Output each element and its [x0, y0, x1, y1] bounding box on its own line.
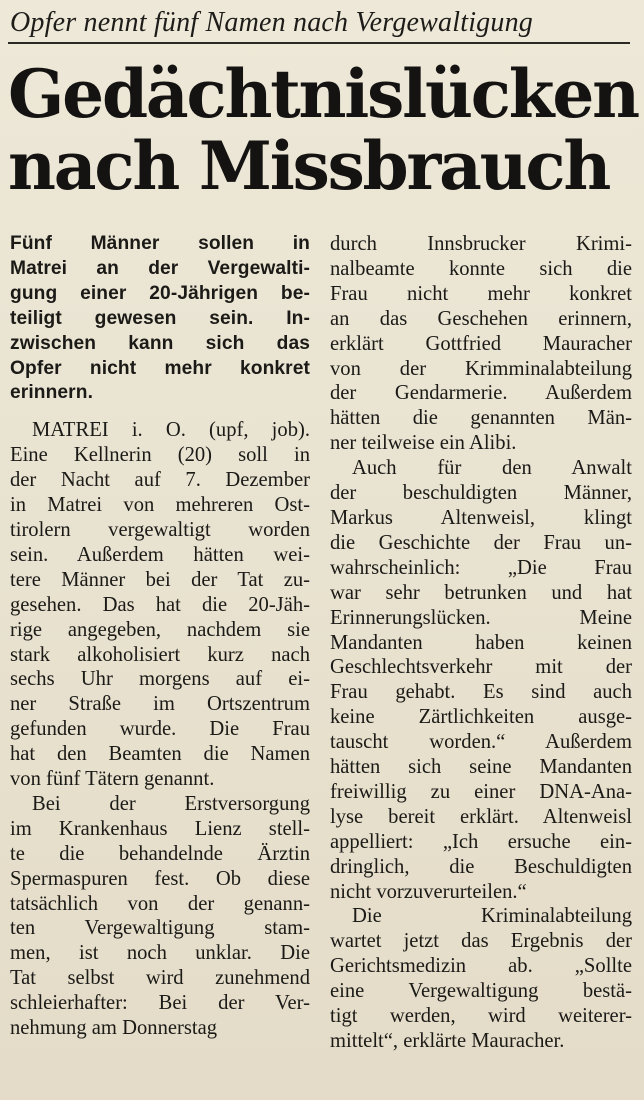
article-headline: [8, 55, 638, 205]
text-line: die Geschichte der Frau un-: [330, 531, 632, 554]
text-line: ner Straße im Ortszentrum: [10, 693, 310, 716]
text-line: tatsächlich von der genann-: [10, 892, 310, 915]
lead-line: erinnern.: [10, 382, 93, 404]
text-line: tigt werden, wird weiterer-: [330, 1005, 632, 1028]
paragraph: [10, 418, 310, 792]
text-line: Frau gehabt. Es sind auch: [330, 681, 632, 704]
text-line: Tat selbst wird zunehmend: [10, 967, 310, 990]
text-line: Spermaspuren fest. Ob diese: [10, 867, 310, 890]
lead-line: teiligt gewesen sein. In-: [10, 307, 310, 329]
text-line: nicht vorzuverurteilen.“: [330, 880, 527, 903]
text-line: lyse bereit erklärt. Altenweisl: [330, 805, 632, 828]
text-line: war sehr betrunken und hat: [330, 581, 632, 604]
paragraph: [330, 456, 632, 904]
lead-line: zwischen kann sich das: [10, 332, 310, 354]
text-line: wahrscheinlich: „Die Frau: [330, 556, 632, 579]
text-line: hätten die genannten Män-: [330, 407, 632, 430]
text-line: gefunden wurde. Die Frau: [10, 718, 310, 741]
text-line: MATREI i. O. (upf, job).: [32, 419, 310, 442]
text-line: Mandanten haben keinen: [330, 631, 632, 654]
text-line: rige angegeben, nachdem sie: [10, 618, 310, 641]
column-left: [10, 232, 310, 1041]
text-line: erklärt Gottfried Mauracher: [330, 332, 632, 355]
text-line: tirolern vergewaltigt worden: [10, 518, 310, 541]
text-line: von fünf Tätern genannt.: [10, 768, 215, 791]
text-line: an das Geschehen erinnern,: [330, 307, 632, 330]
text-line: freiwillig zu einer DNA-Ana-: [330, 780, 632, 803]
lead-line: Opfer nicht mehr konkret: [10, 357, 310, 379]
text-line: im Krankenhaus Lienz stell-: [10, 817, 310, 840]
text-line: hat den Beamten die Namen: [10, 743, 310, 766]
text-line: sein. Außerdem hätten wei-: [10, 543, 310, 566]
paragraph: [330, 232, 632, 456]
text-line: tauscht worden.“ Außerdem: [330, 731, 632, 754]
text-line: der Nacht auf 7. Dezember: [10, 469, 310, 492]
text-line: hätten sich seine Mandanten: [330, 756, 632, 779]
text-line: sechs Uhr morgens auf ei-: [10, 668, 310, 691]
lead-line: Matrei an der Vergewalti-: [10, 257, 310, 279]
article-kicker: Opfer nennt fünf Namen nach Vergewaltigung: [10, 7, 533, 38]
text-line: der Gendarmerie. Außerdem: [330, 382, 632, 405]
text-line: stark alkoholisiert kurz nach: [10, 643, 310, 666]
headline-line-1: Gedächtnislücken: [8, 55, 638, 133]
text-line: Gerichtsmedizin ab. „Sollte: [330, 955, 632, 978]
column-right: [330, 232, 632, 1054]
text-line: keine Zärtlichkeiten ausge-: [330, 706, 632, 729]
text-line: gesehen. Das hat die 20-Jäh-: [10, 593, 310, 616]
text-line: ner teilweise ein Alibi.: [330, 432, 517, 455]
text-line: appelliert: „Ich ersuche ein-: [330, 830, 632, 853]
text-line: Erinnerungslücken. Meine: [330, 606, 632, 629]
paragraph: [10, 792, 310, 1041]
text-line: Die Kriminalabteilung: [352, 905, 632, 928]
text-line: mittelt“, erklärte Mauracher.: [330, 1030, 565, 1052]
kicker-divider: [8, 42, 630, 44]
text-line: wartet jetzt das Ergebnis der: [330, 930, 632, 953]
text-line: dringlich, die Beschuldigten: [330, 855, 632, 878]
headline-line-2: nach Missbrauch: [8, 127, 610, 205]
text-line: nehmung am Donnerstag: [10, 1017, 218, 1040]
article-lead: [10, 232, 310, 406]
text-line: durch Innsbrucker Krimi-: [330, 233, 632, 255]
text-line: Eine Kellnerin (20) soll in: [10, 444, 310, 467]
text-line: men, ist noch unklar. Die: [10, 942, 310, 965]
paragraph: [330, 904, 632, 1053]
text-line: tere Männer bei der Tat zu-: [10, 568, 310, 591]
lead-line: gung einer 20-Jährigen be-: [10, 282, 310, 304]
text-line: von der Krimminalabteilung: [330, 357, 632, 380]
text-line: Auch für den Anwalt: [352, 457, 632, 480]
text-line: Geschlechtsverkehr mit der: [330, 656, 632, 679]
text-line: Bei der Erstversorgung: [32, 792, 310, 815]
text-line: eine Vergewaltigung bestä-: [330, 980, 632, 1003]
text-line: der beschuldigten Männer,: [330, 482, 632, 505]
text-line: ten Vergewaltigung stam-: [10, 917, 310, 940]
text-line: schleierhafter: Bei der Ver-: [10, 992, 310, 1015]
text-line: Markus Altenweisl, klingt: [330, 506, 632, 529]
text-line: in Matrei von mehreren Ost-: [10, 494, 310, 517]
text-line: Frau nicht mehr konkret: [330, 282, 632, 305]
text-line: nalbeamte konnte sich die: [330, 257, 632, 280]
text-line: te die behandelnde Ärztin: [10, 842, 310, 865]
lead-line: Fünf Männer sollen in: [10, 233, 310, 254]
